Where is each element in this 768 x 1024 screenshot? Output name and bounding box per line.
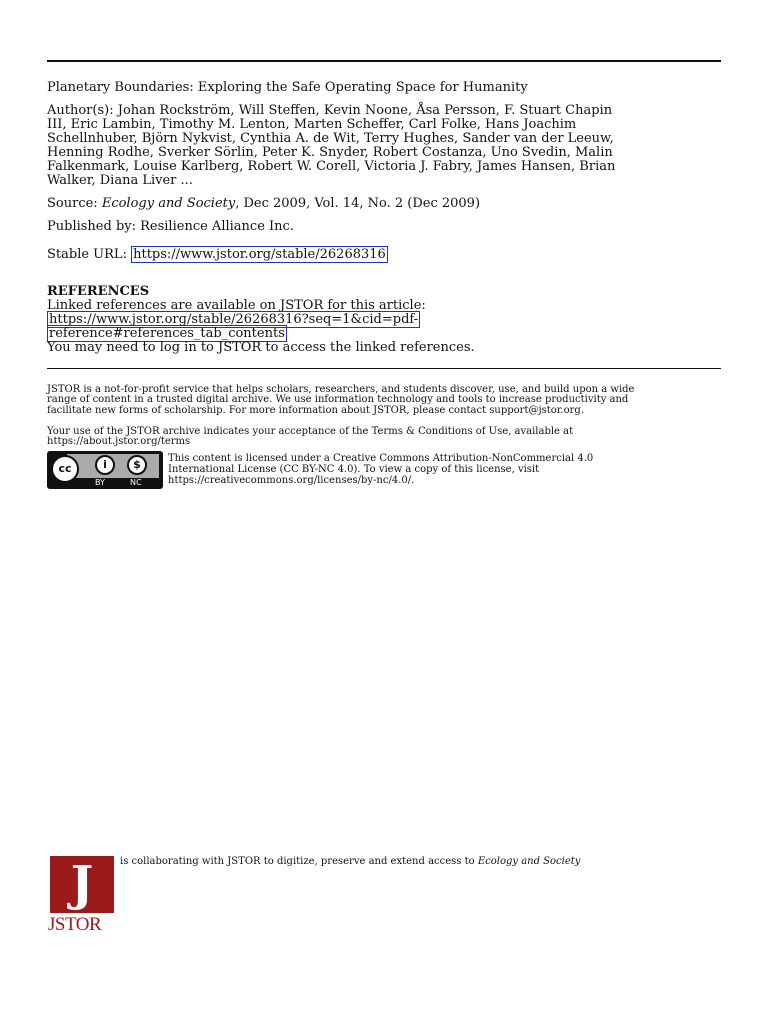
attribution-icon: i bbox=[95, 455, 115, 475]
references-link-continued[interactable]: reference#references_tab_contents bbox=[49, 326, 285, 341]
noncommercial-icon: $ bbox=[127, 455, 147, 475]
references-heading: REFERENCES bbox=[47, 284, 150, 299]
terms-line: Your use of the JSTOR archive indicates your acceptance of the Terms & Conditions of Use, available at bbox=[47, 426, 574, 437]
publisher-line: Published by: Resilience Alliance Inc. bbox=[47, 219, 294, 234]
by-label: BY bbox=[95, 478, 105, 487]
nc-label: NC bbox=[130, 478, 142, 487]
authors-line: Schellnhuber, Björn Nykvist, Cynthia A. de Wit, Terry Hughes, Sander van der Leeuw, bbox=[47, 131, 614, 146]
license-line: This content is licensed under a Creative Commons Attribution-NonCommercial 4.0 bbox=[168, 453, 594, 464]
references-note: You may need to log in to JSTOR to access the linked references. bbox=[47, 340, 475, 355]
collaboration-text bbox=[120, 856, 580, 867]
terms-line: https://about.jstor.org/terms bbox=[47, 436, 191, 447]
top-divider bbox=[47, 60, 721, 62]
jstor-logo-text: JSTOR bbox=[48, 914, 102, 935]
references-intro: Linked references are available on JSTOR for this article: bbox=[47, 298, 426, 313]
about-jstor-line: range of content in a trusted digital archive. We use information technology and tools to increase productivity and bbox=[47, 394, 629, 405]
source-line bbox=[47, 197, 480, 211]
middle-divider bbox=[47, 368, 721, 369]
references-link-line-2 bbox=[47, 327, 287, 341]
authors-line: Walker, Diana Liver ... bbox=[47, 173, 193, 188]
authors-label: Author(s): bbox=[47, 103, 114, 118]
references-link[interactable]: https://www.jstor.org/stable/26268316?seq=1&cid=pdf- bbox=[49, 312, 419, 327]
source-details: , Dec 2009, Vol. 14, No. 2 (Dec 2009) bbox=[235, 196, 481, 211]
stable-url-line bbox=[47, 248, 388, 262]
collaboration-statement: is collaborating with JSTOR to digitize, preserve and extend access to bbox=[120, 856, 475, 867]
stable-url-label: Stable URL: bbox=[47, 247, 127, 262]
about-jstor-line: facilitate new forms of scholarship. For more information about JSTOR, please contact support@jstor.org. bbox=[47, 405, 584, 416]
collaboration-journal: Ecology and Society bbox=[477, 856, 581, 867]
cc-icon: cc bbox=[51, 455, 79, 483]
authors-line-1 bbox=[47, 104, 612, 118]
article-title: Planetary Boundaries: Exploring the Safe Operating Space for Humanity bbox=[47, 80, 528, 95]
source-label: Source: bbox=[47, 196, 98, 211]
about-jstor-line: JSTOR is a not-for-profit service that helps scholars, researchers, and students discover, use, and build upon a wide bbox=[47, 384, 635, 395]
authors-text: Johan Rockström, Will Steffen, Kevin Noone, Åsa Persson, F. Stuart Chapin bbox=[117, 103, 613, 118]
authors-line: Henning Rodhe, Sverker Sörlin, Peter K. Snyder, Robert Costanza, Uno Svedin, Malin bbox=[47, 145, 613, 160]
authors-line: III, Eric Lambin, Timothy M. Lenton, Marten Scheffer, Carl Folke, Hans Joachim bbox=[47, 117, 577, 132]
stable-url-link[interactable]: https://www.jstor.org/stable/26268316 bbox=[133, 247, 386, 262]
cc-by-nc-badge bbox=[47, 451, 163, 489]
license-line: International License (CC BY-NC 4.0). To view a copy of this license, visit bbox=[168, 464, 540, 475]
authors-line: Falkenmark, Louise Karlberg, Robert W. Corell, Victoria J. Fabry, James Hansen, Brian bbox=[47, 159, 616, 174]
license-line: https://creativecommons.org/licenses/by-nc/4.0/. bbox=[168, 475, 415, 486]
journal-name: Ecology and Society bbox=[101, 196, 236, 211]
jstor-logo: J bbox=[50, 856, 114, 913]
